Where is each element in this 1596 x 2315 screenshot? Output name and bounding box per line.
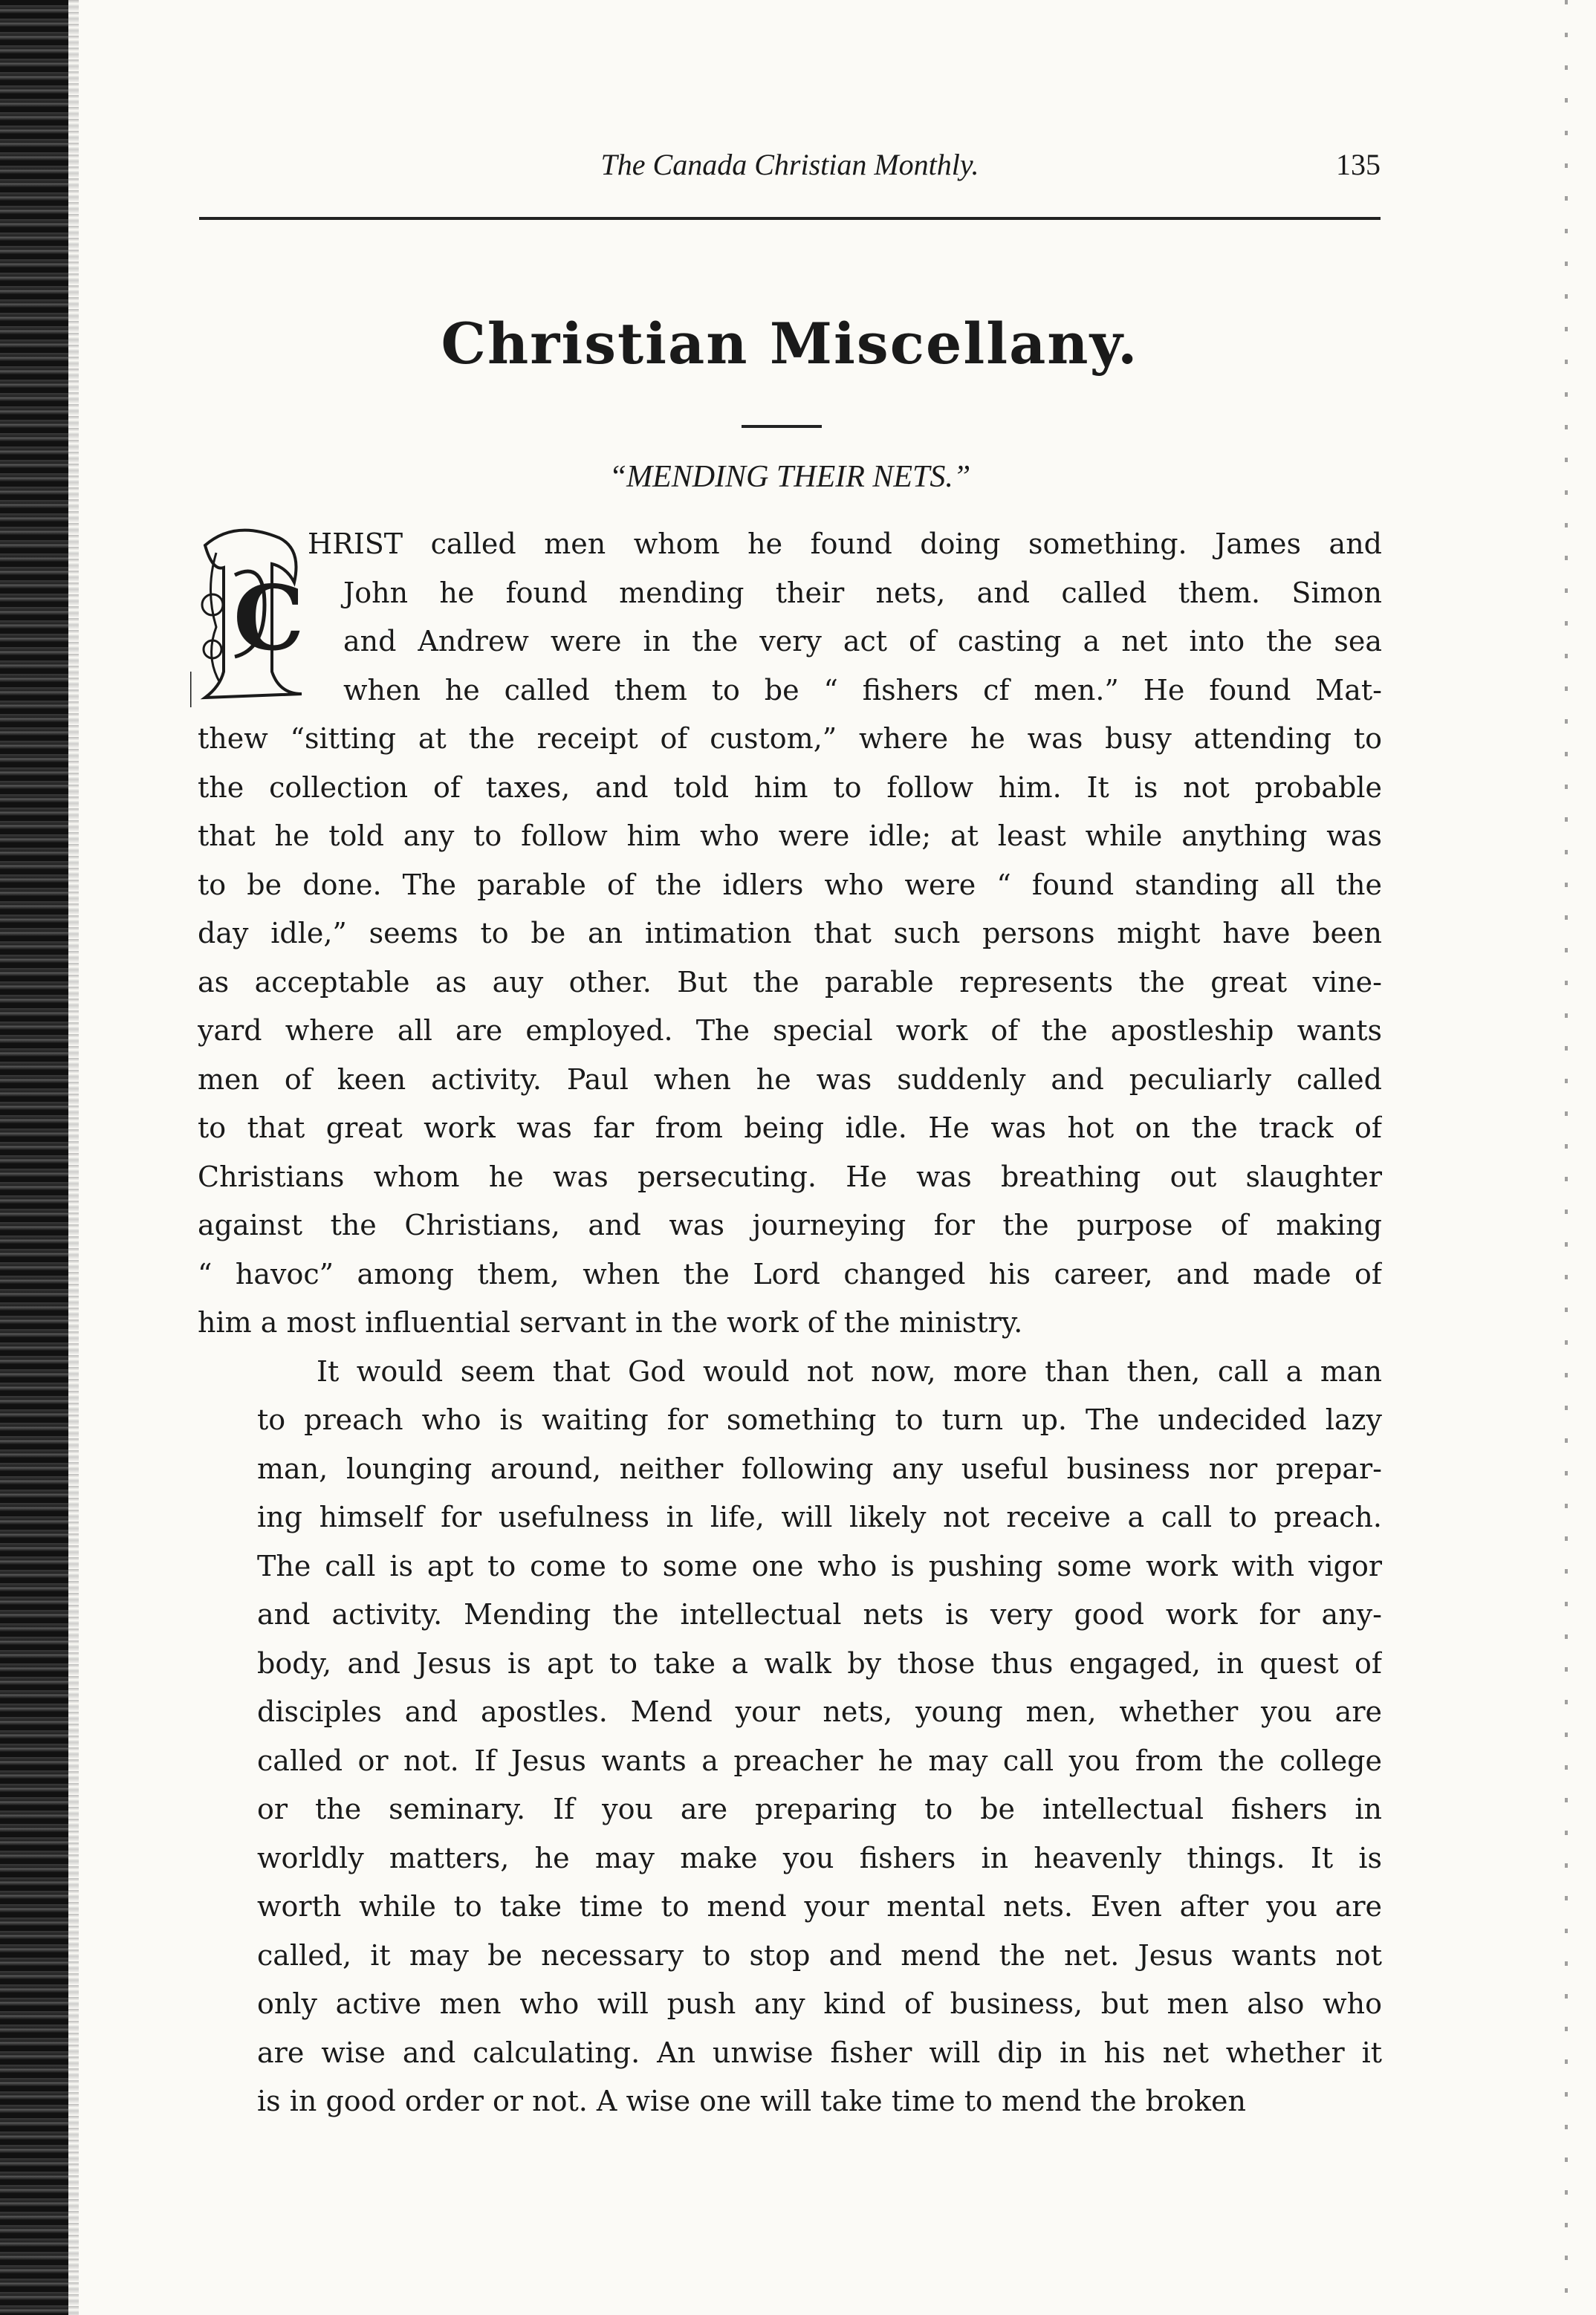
text-line: ing himself for usefulness in life, will likely not receive a call to preach. <box>257 1501 1382 1533</box>
text-line: to be done. The parable of the idlers who were “ found standing all the <box>198 868 1382 901</box>
text-line: and Andrew were in the very act of casting a net into the sea <box>343 625 1382 658</box>
article-body <box>198 520 1382 2126</box>
page-number: 135 <box>1336 148 1381 181</box>
dropcap-letter: C <box>233 566 305 671</box>
text-line: Christians whom he was persecuting. He was breathing out slaughter <box>198 1160 1382 1193</box>
text-line: men of keen activity. Paul when he was suddenly and peculiarly called <box>198 1062 1382 1096</box>
text-line: only active men who will push any kind of business, but men also who <box>257 1987 1382 2020</box>
section-title: Christian Miscellany. <box>441 311 1139 377</box>
text-line: against the Christians, and was journeying for the purpose of making <box>198 1209 1382 1241</box>
text-line: called or not. If Jesus wants a preacher he may call you from the college <box>257 1744 1382 1777</box>
text-line: are wise and calculating. An unwise fisher will dip in his net whether it <box>257 2036 1382 2069</box>
text-line: disciples and apostles. Mend your nets, young men, whether you are <box>257 1695 1382 1728</box>
text-line: or the seminary. If you are preparing to be intellectual fishers in <box>257 1793 1382 1825</box>
header-rule <box>199 217 1381 220</box>
paragraph-1 <box>198 520 1382 1348</box>
title-rule <box>742 425 822 428</box>
text-line: thew “sitting at the receipt of custom,” where he was busy attending to <box>198 722 1382 755</box>
text-line: man, lounging around, neither following any useful business nor prepar- <box>257 1452 1382 1485</box>
text-line: and activity. Mending the intellectual nets is very good work for any- <box>257 1598 1382 1631</box>
paragraph-2 <box>198 1348 1382 2126</box>
text-line: It would seem that God would not now, more than then, call a man <box>317 1354 1382 1388</box>
text-line: day idle,” seems to be an intimation that such persons might have been <box>198 917 1382 949</box>
text-line: that he told any to follow him who were idle; at least while anything was <box>198 819 1382 852</box>
text-line: yard where all are employed. The special work of the apostleship wants <box>198 1014 1382 1047</box>
text-line: the collection of taxes, and told him to follow him. It is not probable <box>198 770 1382 804</box>
text-line: him a most influential servant in the work of the ministry. <box>198 1306 1023 1339</box>
text-line: is in good order or not. A wise one will take time to mend the broken <box>257 2085 1247 2117</box>
running-title: The Canada Christian Monthly. <box>600 148 979 181</box>
text-line: worldly matters, he may make you fishers in heavenly things. It is <box>257 1841 1382 1874</box>
text-line: body, and Jesus is apt to take a walk by those thus engaged, in quest of <box>257 1646 1382 1680</box>
right-margin-specks <box>1565 0 1568 2315</box>
text-line: “ havoc” among them, when the Lord changed his career, and made of <box>198 1257 1382 1290</box>
article-title: “MENDING THEIR NETS.” <box>609 460 971 494</box>
text-line: John he found mending their nets, and called them. Simon <box>343 576 1382 609</box>
text-line: called, it may be necessary to stop and mend the net. Jesus wants not <box>257 1938 1382 1972</box>
text-line: to preach who is waiting for something to turn up. The undecided lazy <box>257 1403 1382 1436</box>
book-spine-edge <box>0 0 68 2315</box>
page-header <box>199 147 1381 192</box>
spine-shadow <box>68 0 79 2315</box>
text-line: worth while to take time to mend your mental nets. Even after you are <box>257 1890 1382 1923</box>
text-line: when he called them to be “ fishers cf men.” He found Mat- <box>343 673 1382 707</box>
text-line: to that great work was far from being idle. He was hot on the track of <box>198 1111 1382 1144</box>
text-line: as acceptable as auy other. But the parable represents the great vine- <box>198 965 1382 999</box>
text-line: HRIST called men whom he found doing something. James and <box>308 527 1382 560</box>
text-line: The call is apt to come to some one who is pushing some work with vigor <box>257 1549 1382 1582</box>
